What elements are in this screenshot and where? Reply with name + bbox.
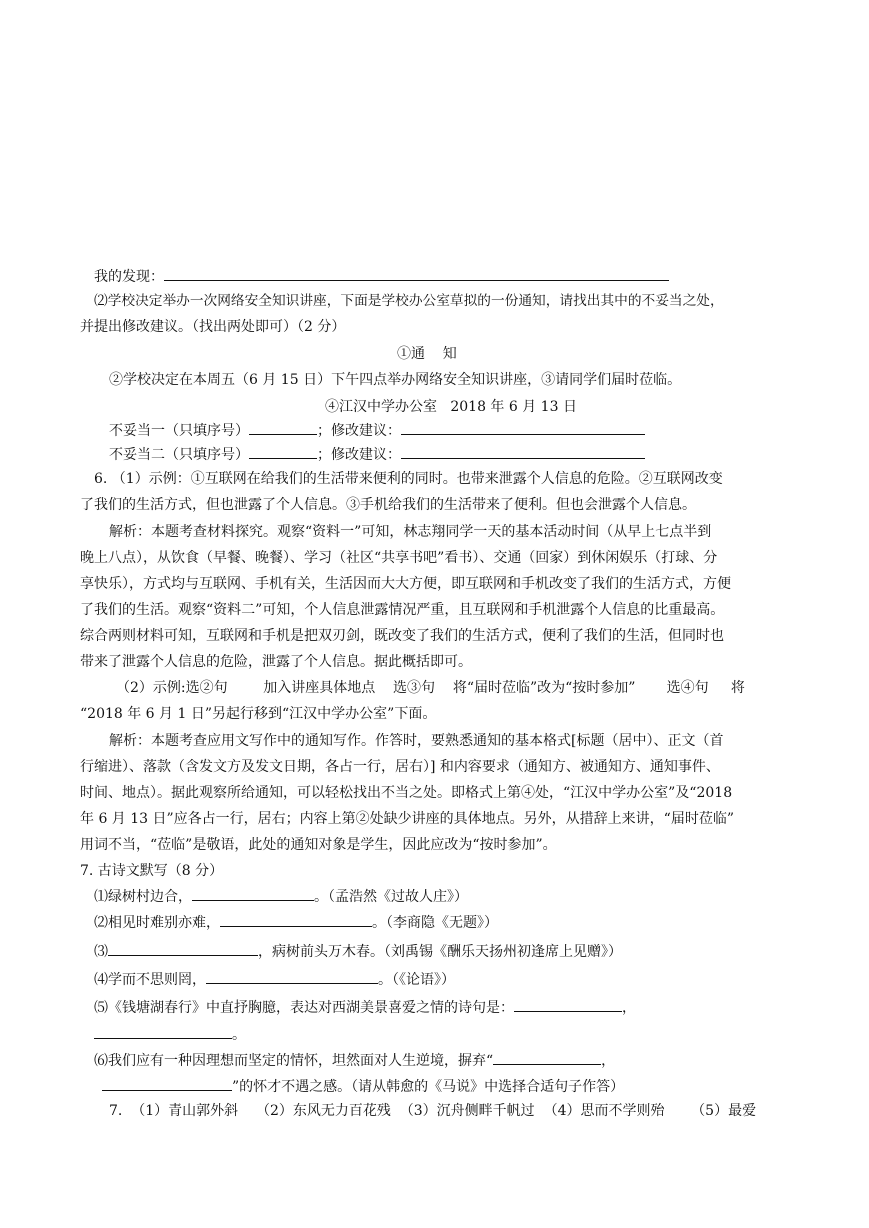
q7-item2 [94,911,498,933]
answer6-line1: 6. （1）示例：①互联网在给我们的生活带来便利的同时。也带来泄露个人信息的危险。②互联网改变 [94,471,723,487]
analysis1-line4: 了我们的生活。观察“资料二”可知，个人信息泄露情况严重，且互联网和手机泄露个人信息的比重最高。 [80,602,725,618]
q7-item6-blank1[interactable] [493,1049,601,1065]
analysis1-line3: 享快乐），方式均与互联网、手机有关，生活因而大大方便，即互联网和手机改变了我们的生活方式，方便 [80,576,731,592]
q7-heading: 7. 古诗文默写（8 分） [80,863,224,879]
notice-title: ①通 知 [397,346,457,362]
q7-item3-prefix: ⑶ [94,944,108,960]
issue1-suggest-blank[interactable] [401,419,645,435]
q7-item2-suffix: 。（李商隐《无题》） [372,915,498,931]
answer6-part2-line1: （2）示例:选②句 加入讲座具体地点 选③句 将“届时莅临”改为“按时参加” 选④句 将 [116,680,745,696]
q7-item6-text: ⑹我们应有一种因理想而坚定的情怀，坦然面对人生逆境，摒弃“ [94,1053,494,1069]
q7-item5-blank2[interactable] [94,1023,232,1039]
discovery-label: 我的发现： [94,269,164,285]
analysis1-line2: 晚上八点），从饮食（早餐、晚餐）、学习（社区“共享书吧”看书）、交通（回家）到休闲娱乐（打球、分 [80,550,718,566]
issue1-suggest-label: ；修改建议： [317,423,401,439]
issue2-row [109,443,645,465]
q7-item4-suffix: 。（《论语》） [378,972,455,988]
q7-item2-blank[interactable] [220,911,372,927]
analysis2-line3: 时间、地点）。据此观察所给通知，可以轻松找出不当之处。即格式上第④处，“江汉中学办公室”及“2018 [80,785,733,801]
issue1-label: 不妥当一（只填序号） [109,423,249,439]
discovery-line [94,265,669,287]
notice-sign: ④江汉中学办公室 2018 年 6 月 13 日 [325,399,577,415]
q7-item6-end: ”的怀才不遇之感。（请从韩愈的《马说》中选择合适句子作答） [232,1079,625,1095]
q7-item1-prefix: ⑴绿树村边合， [94,889,192,905]
analysis1-line1: 解析：本题考查材料探究。观察“资料一”可知，林志翔同学一天的基本活动时间（从早上七点半到 [109,524,712,540]
q7-item6-comma: ， [601,1053,616,1069]
q7-item6-blank2[interactable] [102,1075,232,1091]
analysis2-line4: 年 6 月 13 日”应各占一行，居右；内容上第②处缺少讲座的具体地点。另外，从措辞上来讲，“届时莅临” [80,811,734,827]
q7-item5-end: 。 [232,1027,246,1043]
q7-item3-suffix: ，病树前头万木春。（刘禹锡《酬乐天扬州初逢席上见赠》） [258,944,622,960]
q7-item6-cont [102,1075,624,1097]
q7-item5-cont [94,1023,246,1045]
q7-item4-prefix: ⑷学而不思则罔， [94,972,206,988]
issue2-label: 不妥当二（只填序号） [109,447,249,463]
q7-item2-prefix: ⑵相见时难别亦难， [94,915,220,931]
analysis2-line5: 用词不当，“莅临”是敬语，此处的通知对象是学生，因此应改为“按时参加”。 [80,837,557,853]
q7-item3 [94,940,622,962]
analysis1-line6: 带来了泄露个人信息的危险，泄露了个人信息。据此概括即可。 [80,654,472,670]
analysis1-line5: 综合两则材料可知，互联网和手机是把双刃剑，既改变了我们的生活方式，便利了我们的生活，但同时也 [80,628,724,644]
issue2-suggest-label: ；修改建议： [317,447,401,463]
notice-body: ②学校决定在本周五（6 月 15 日）下午四点举办网络安全知识讲座，③请同学们届时莅临。 [109,372,682,388]
issue1-row [109,419,645,441]
q7-item6 [94,1049,615,1071]
answer6-line2: 了我们的生活方式，但也泄露了个人信息。③手机给我们的生活带来了便利。但也会泄露个人信息。 [80,497,696,513]
q7-item3-blank[interactable] [108,940,258,956]
issue2-suggest-blank[interactable] [401,443,645,459]
q5-2-prompt-line1: ⑵学校决定举办一次网络安全知识讲座，下面是学校办公室草拟的一份通知，请找出其中的不妥当之处， [94,293,724,309]
q7-item5 [94,996,636,1018]
q7-item4-blank[interactable] [206,968,378,984]
q7-item5-blank1[interactable] [514,996,622,1012]
issue1-number-blank[interactable] [249,419,317,435]
issue2-number-blank[interactable] [249,443,317,459]
q7-item1-suffix: 。（孟浩然《过故人庄》） [314,889,468,905]
discovery-answer-blank[interactable] [164,265,669,281]
analysis2-line1: 解析：本题考查应用文写作中的通知写作。作答时，要熟悉通知的基本格式[标题（居中）、正文（首 [109,733,724,749]
analysis2-line2: 行缩进）、落款（含发文方及发文日期，各占一行，居右）] 和内容要求（通知方、被通知方、通知事件、 [80,759,720,775]
q7-item5-text: ⑸《钱塘湖春行》中直抒胸臆，表达对西湖美景喜爱之情的诗句是： [94,1000,514,1016]
answer7-line: 7. （1）青山郭外斜 （2）东风无力百花残 （3）沉舟侧畔千帆过 （4）思而不学则殆 （5）最爱 [109,1103,757,1119]
q7-item1 [94,885,468,907]
q7-item4 [94,968,455,990]
answer6-part2-line2: “2018 年 6 月 1 日”另起行移到“江汉中学办公室”下面。 [80,706,437,722]
q5-2-prompt-line2: 并提出修改建议。（找出两处即可）（2 分） [80,319,346,335]
q7-item5-comma: ， [622,1000,636,1016]
q7-item1-blank[interactable] [192,885,314,901]
